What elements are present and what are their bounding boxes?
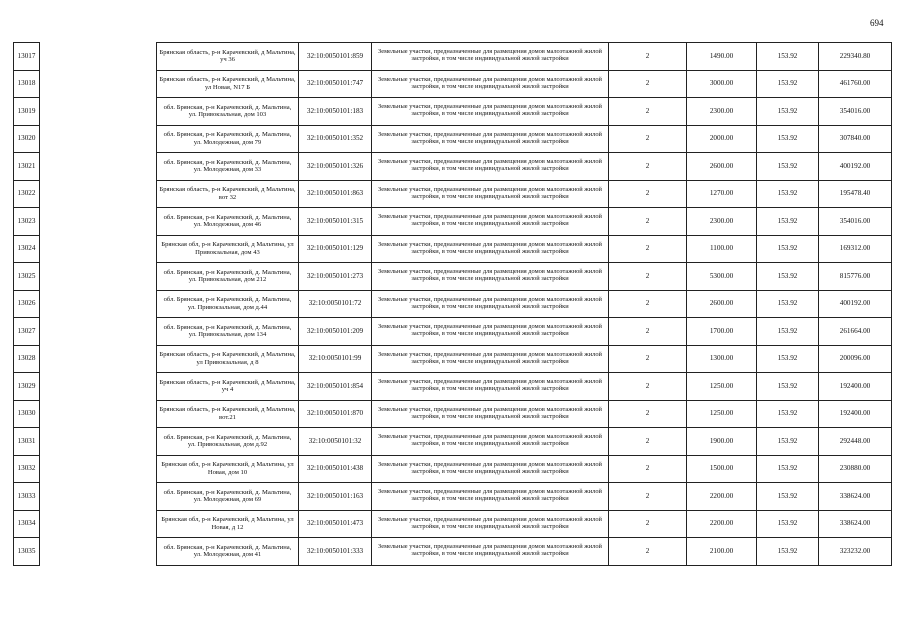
address-cell: обл. Брянская, р-н Карачевский, д. Мальтина, ул. Привокзальная, дом д.92	[157, 428, 299, 456]
spacer-cell	[40, 345, 157, 373]
row-number-cell: 13020	[14, 125, 40, 153]
table-row	[14, 208, 892, 236]
table-row	[14, 318, 892, 346]
table-row	[14, 373, 892, 401]
table-row	[14, 400, 892, 428]
area-cell: 2000.00	[687, 125, 757, 153]
spacer-cell	[40, 455, 157, 483]
row-number-cell: 13019	[14, 98, 40, 126]
cadastral-number-cell: 32:10:0050101:273	[299, 263, 372, 291]
table-row	[14, 483, 892, 511]
area-cell: 2600.00	[687, 290, 757, 318]
table-row	[14, 428, 892, 456]
land-use-cell: Земельные участки, предназначенные для размещения домов малоэтажной жилой застройки, в том числе индивидуальной жилой застройки	[372, 455, 609, 483]
table-row	[14, 345, 892, 373]
rate-cell: 153.92	[757, 345, 819, 373]
cadastral-value-cell: 261664.00	[819, 318, 892, 346]
table-row	[14, 510, 892, 538]
spacer-cell	[40, 153, 157, 181]
rate-cell: 153.92	[757, 180, 819, 208]
spacer-cell	[40, 538, 157, 566]
rate-cell: 153.92	[757, 208, 819, 236]
cadastral-number-cell: 32:10:0050101:863	[299, 180, 372, 208]
land-use-cell: Земельные участки, предназначенные для размещения домов малоэтажной жилой застройки, в том числе индивидуальной жилой застройки	[372, 180, 609, 208]
area-cell: 2600.00	[687, 153, 757, 181]
area-cell: 1100.00	[687, 235, 757, 263]
group-cell: 2	[609, 483, 687, 511]
group-cell: 2	[609, 538, 687, 566]
cadastral-number-cell: 32:10:0050101:859	[299, 43, 372, 71]
area-cell: 1900.00	[687, 428, 757, 456]
table-row	[14, 43, 892, 71]
cadastral-number-cell: 32:10:0050101:129	[299, 235, 372, 263]
area-cell: 1250.00	[687, 400, 757, 428]
land-use-cell: Земельные участки, предназначенные для размещения домов малоэтажной жилой застройки, в том числе индивидуальной жилой застройки	[372, 428, 609, 456]
land-use-cell: Земельные участки, предназначенные для размещения домов малоэтажной жилой застройки, в том числе индивидуальной жилой застройки	[372, 98, 609, 126]
rate-cell: 153.92	[757, 400, 819, 428]
cadastral-value-cell: 354016.00	[819, 208, 892, 236]
table-body	[14, 43, 892, 566]
land-use-cell: Земельные участки, предназначенные для размещения домов малоэтажной жилой застройки, в том числе индивидуальной жилой застройки	[372, 125, 609, 153]
row-number-cell: 13021	[14, 153, 40, 181]
cadastral-value-cell: 461760.00	[819, 70, 892, 98]
address-cell: обл. Брянская, р-н Карачевский, д. Мальтина, ул. Молодежная, дом 41	[157, 538, 299, 566]
cadastral-value-cell: 230880.00	[819, 455, 892, 483]
area-cell: 2300.00	[687, 208, 757, 236]
row-number-cell: 13018	[14, 70, 40, 98]
area-cell: 3000.00	[687, 70, 757, 98]
land-use-cell: Земельные участки, предназначенные для размещения домов малоэтажной жилой застройки, в том числе индивидуальной жилой застройки	[372, 510, 609, 538]
cadastral-number-cell: 32:10:0050101:99	[299, 345, 372, 373]
address-cell: обл. Брянская, р-н Карачевский, д. Мальтина, ул. Молодежная, дом 46	[157, 208, 299, 236]
table-row	[14, 235, 892, 263]
address-cell: обл. Брянская, р-н Карачевский, д. Мальтина, ул. Привокзальная, дом 212	[157, 263, 299, 291]
rate-cell: 153.92	[757, 510, 819, 538]
row-number-cell: 13029	[14, 373, 40, 401]
land-use-cell: Земельные участки, предназначенные для размещения домов малоэтажной жилой застройки, в том числе индивидуальной жилой застройки	[372, 153, 609, 181]
group-cell: 2	[609, 428, 687, 456]
land-use-cell: Земельные участки, предназначенные для размещения домов малоэтажной жилой застройки, в том числе индивидуальной жилой застройки	[372, 483, 609, 511]
table-row	[14, 153, 892, 181]
rate-cell: 153.92	[757, 483, 819, 511]
page-number: 694	[870, 18, 884, 28]
cadastral-value-cell: 307840.00	[819, 125, 892, 153]
land-use-cell: Земельные участки, предназначенные для размещения домов малоэтажной жилой застройки, в том числе индивидуальной жилой застройки	[372, 400, 609, 428]
group-cell: 2	[609, 373, 687, 401]
address-cell: Брянская область, р-н Карачевский, д Мальтина, ул Привокзальная, д 8	[157, 345, 299, 373]
cadastral-value-cell: 292448.00	[819, 428, 892, 456]
land-use-cell: Земельные участки, предназначенные для размещения домов малоэтажной жилой застройки, в том числе индивидуальной жилой застройки	[372, 373, 609, 401]
area-cell: 2200.00	[687, 510, 757, 538]
rate-cell: 153.92	[757, 290, 819, 318]
cadastral-number-cell: 32:10:0050101:315	[299, 208, 372, 236]
area-cell: 1250.00	[687, 373, 757, 401]
group-cell: 2	[609, 153, 687, 181]
table-row	[14, 538, 892, 566]
cadastral-number-cell: 32:10:0050101:333	[299, 538, 372, 566]
row-number-cell: 13026	[14, 290, 40, 318]
table-row	[14, 455, 892, 483]
row-number-cell: 13032	[14, 455, 40, 483]
spacer-cell	[40, 98, 157, 126]
rate-cell: 153.92	[757, 538, 819, 566]
cadastral-value-cell: 400192.00	[819, 153, 892, 181]
cadastral-value-cell: 815776.00	[819, 263, 892, 291]
spacer-cell	[40, 125, 157, 153]
cadastral-value-cell: 192400.00	[819, 400, 892, 428]
group-cell: 2	[609, 43, 687, 71]
row-number-cell: 13022	[14, 180, 40, 208]
group-cell: 2	[609, 455, 687, 483]
cadastral-number-cell: 32:10:0050101:747	[299, 70, 372, 98]
cadastral-number-cell: 32:10:0050101:163	[299, 483, 372, 511]
land-plots-table	[13, 42, 892, 566]
address-cell: обл. Брянская, р-н Карачевский, д. Мальтина, ул. Привокзальная, дом 103	[157, 98, 299, 126]
rate-cell: 153.92	[757, 70, 819, 98]
group-cell: 2	[609, 400, 687, 428]
area-cell: 2100.00	[687, 538, 757, 566]
table-row	[14, 263, 892, 291]
cadastral-number-cell: 32:10:0050101:326	[299, 153, 372, 181]
rate-cell: 153.92	[757, 153, 819, 181]
row-number-cell: 13035	[14, 538, 40, 566]
group-cell: 2	[609, 263, 687, 291]
spacer-cell	[40, 483, 157, 511]
rate-cell: 153.92	[757, 125, 819, 153]
rate-cell: 153.92	[757, 455, 819, 483]
area-cell: 1300.00	[687, 345, 757, 373]
spacer-cell	[40, 510, 157, 538]
spacer-cell	[40, 70, 157, 98]
area-cell: 2200.00	[687, 483, 757, 511]
row-number-cell: 13033	[14, 483, 40, 511]
spacer-cell	[40, 428, 157, 456]
group-cell: 2	[609, 290, 687, 318]
address-cell: Брянская область, р-н Карачевский, д Мальтина, уч 36	[157, 43, 299, 71]
spacer-cell	[40, 208, 157, 236]
group-cell: 2	[609, 98, 687, 126]
row-number-cell: 13024	[14, 235, 40, 263]
cadastral-number-cell: 32:10:0050101:72	[299, 290, 372, 318]
area-cell: 1700.00	[687, 318, 757, 346]
table-row	[14, 70, 892, 98]
area-cell: 2300.00	[687, 98, 757, 126]
address-cell: Брянская обл, р-н Карачевский, д Мальтина, ул Новая, дом 10	[157, 455, 299, 483]
cadastral-number-cell: 32:10:0050101:870	[299, 400, 372, 428]
row-number-cell: 13017	[14, 43, 40, 71]
cadastral-number-cell: 32:10:0050101:209	[299, 318, 372, 346]
cadastral-value-cell: 338624.00	[819, 483, 892, 511]
cadastral-value-cell: 354016.00	[819, 98, 892, 126]
cadastral-number-cell: 32:10:0050101:438	[299, 455, 372, 483]
cadastral-value-cell: 229340.80	[819, 43, 892, 71]
rate-cell: 153.92	[757, 43, 819, 71]
cadastral-value-cell: 195478.40	[819, 180, 892, 208]
group-cell: 2	[609, 208, 687, 236]
rate-cell: 153.92	[757, 235, 819, 263]
cadastral-number-cell: 32:10:0050101:183	[299, 98, 372, 126]
address-cell: обл. Брянская, р-н Карачевский, д. Мальтина, ул. Молодежная, дом 33	[157, 153, 299, 181]
rate-cell: 153.92	[757, 428, 819, 456]
cadastral-number-cell: 32:10:0050101:352	[299, 125, 372, 153]
area-cell: 1270.00	[687, 180, 757, 208]
land-use-cell: Земельные участки, предназначенные для размещения домов малоэтажной жилой застройки, в том числе индивидуальной жилой застройки	[372, 263, 609, 291]
address-cell: Брянская область, р-н Карачевский, д Мальтина, уч 4	[157, 373, 299, 401]
address-cell: обл. Брянская, р-н Карачевский, д. Мальтина, ул. Привокзальная, дом 134	[157, 318, 299, 346]
table-row	[14, 180, 892, 208]
cadastral-value-cell: 323232.00	[819, 538, 892, 566]
cadastral-number-cell: 32:10:0050101:854	[299, 373, 372, 401]
land-use-cell: Земельные участки, предназначенные для размещения домов малоэтажной жилой застройки, в том числе индивидуальной жилой застройки	[372, 290, 609, 318]
land-use-cell: Земельные участки, предназначенные для размещения домов малоэтажной жилой застройки, в том числе индивидуальной жилой застройки	[372, 208, 609, 236]
area-cell: 1490.00	[687, 43, 757, 71]
group-cell: 2	[609, 345, 687, 373]
row-number-cell: 13025	[14, 263, 40, 291]
group-cell: 2	[609, 235, 687, 263]
table-row	[14, 98, 892, 126]
cadastral-value-cell: 338624.00	[819, 510, 892, 538]
group-cell: 2	[609, 180, 687, 208]
area-cell: 1500.00	[687, 455, 757, 483]
group-cell: 2	[609, 125, 687, 153]
rate-cell: 153.92	[757, 373, 819, 401]
cadastral-number-cell: 32:10:0050101:32	[299, 428, 372, 456]
row-number-cell: 13028	[14, 345, 40, 373]
row-number-cell: 13034	[14, 510, 40, 538]
land-use-cell: Земельные участки, предназначенные для размещения домов малоэтажной жилой застройки, в том числе индивидуальной жилой застройки	[372, 538, 609, 566]
cadastral-value-cell: 400192.00	[819, 290, 892, 318]
spacer-cell	[40, 400, 157, 428]
address-cell: Брянская обл, р-н Карачевский, д Мальтина, ул Привокзальная, дом 43	[157, 235, 299, 263]
land-use-cell: Земельные участки, предназначенные для размещения домов малоэтажной жилой застройки, в том числе индивидуальной жилой застройки	[372, 43, 609, 71]
cadastral-value-cell: 169312.00	[819, 235, 892, 263]
land-use-cell: Земельные участки, предназначенные для размещения домов малоэтажной жилой застройки, в том числе индивидуальной жилой застройки	[372, 70, 609, 98]
row-number-cell: 13027	[14, 318, 40, 346]
spacer-cell	[40, 373, 157, 401]
address-cell: Брянская обл, р-н Карачевский, д Мальтина, ул Новая, д 12	[157, 510, 299, 538]
address-cell: Брянская область, р-н Карачевский, д Мальтина, ул Новая, N17 Б	[157, 70, 299, 98]
table-row	[14, 290, 892, 318]
cadastral-value-cell: 200096.00	[819, 345, 892, 373]
row-number-cell: 13023	[14, 208, 40, 236]
address-cell: Брянская область, р-н Карачевский, д Мальтина, вот.21	[157, 400, 299, 428]
row-number-cell: 13031	[14, 428, 40, 456]
address-cell: Брянская область, р-н Карачевский, д Мальтина, вот 32	[157, 180, 299, 208]
row-number-cell: 13030	[14, 400, 40, 428]
spacer-cell	[40, 290, 157, 318]
rate-cell: 153.92	[757, 318, 819, 346]
group-cell: 2	[609, 510, 687, 538]
land-use-cell: Земельные участки, предназначенные для размещения домов малоэтажной жилой застройки, в том числе индивидуальной жилой застройки	[372, 345, 609, 373]
spacer-cell	[40, 263, 157, 291]
address-cell: обл. Брянская, р-н Карачевский, д. Мальтина, ул. Привокзальная, дом д.44	[157, 290, 299, 318]
spacer-cell	[40, 235, 157, 263]
rate-cell: 153.92	[757, 263, 819, 291]
group-cell: 2	[609, 70, 687, 98]
spacer-cell	[40, 318, 157, 346]
table-row	[14, 125, 892, 153]
spacer-cell	[40, 43, 157, 71]
group-cell: 2	[609, 318, 687, 346]
cadastral-number-cell: 32:10:0050101:473	[299, 510, 372, 538]
area-cell: 5300.00	[687, 263, 757, 291]
cadastral-value-cell: 192400.00	[819, 373, 892, 401]
address-cell: обл. Брянская, р-н Карачевский, д. Мальтина, ул. Молодежная, дом 79	[157, 125, 299, 153]
land-use-cell: Земельные участки, предназначенные для размещения домов малоэтажной жилой застройки, в том числе индивидуальной жилой застройки	[372, 318, 609, 346]
address-cell: обл. Брянская, р-н Карачевский, д. Мальтина, ул. Молодежная, дом 69	[157, 483, 299, 511]
land-use-cell: Земельные участки, предназначенные для размещения домов малоэтажной жилой застройки, в том числе индивидуальной жилой застройки	[372, 235, 609, 263]
spacer-cell	[40, 180, 157, 208]
rate-cell: 153.92	[757, 98, 819, 126]
